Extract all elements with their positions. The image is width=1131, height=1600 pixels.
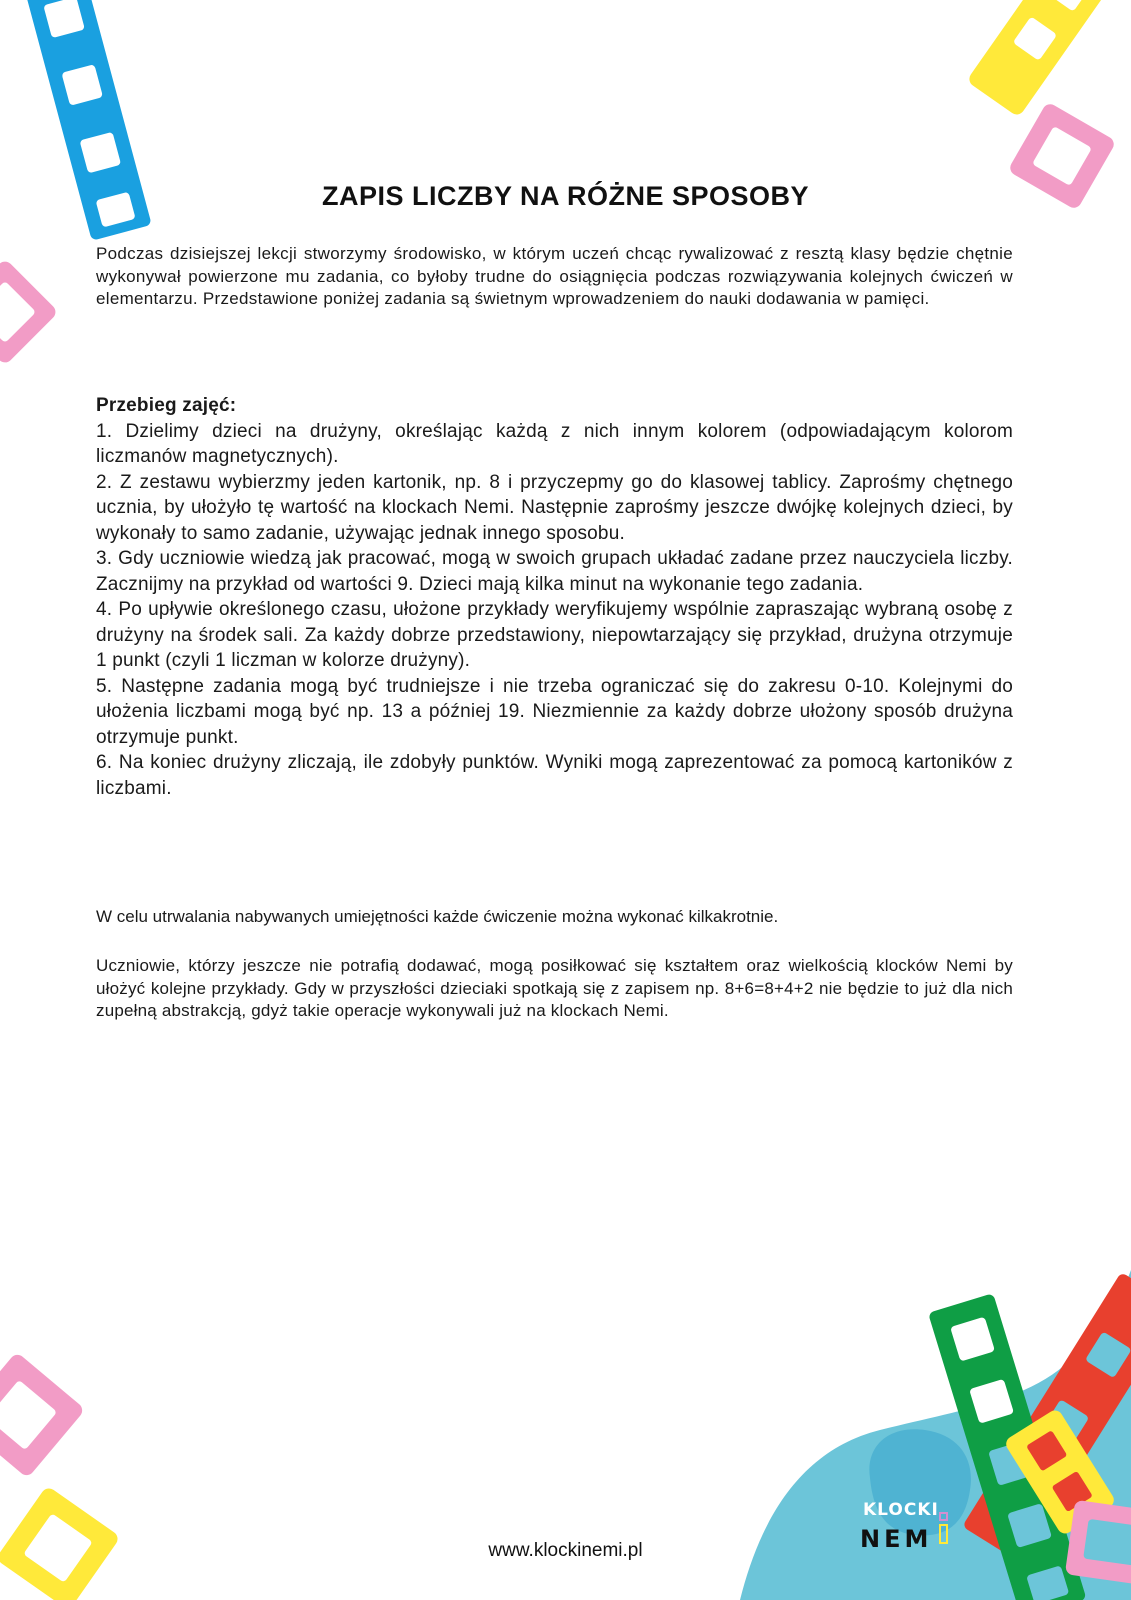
page-title: ZAPIS LICZBY NA RÓŻNE SPOSOBY — [321, 181, 810, 211]
logo-line2: NEM — [860, 1525, 933, 1553]
step-item: 3. Gdy uczniowie wiedzą jak pracować, mogą w swoich grupach układać zadane przez nauczyciela liczby. Zacznijmy na przykład od wartości 9. Dzieci mają kilka minut na wykonanie tego zadania. — [96, 548, 1013, 595]
note-repetition: W celu utrwalania nabywanych umiejętności każde ćwiczenie można wykonać kilkakrotnie. — [96, 907, 779, 926]
footer-url[interactable]: www.klockinemi.pl — [488, 1540, 643, 1561]
logo-line1: KLOCKI — [863, 1500, 939, 1520]
pink-block — [0, 1352, 85, 1479]
step-item: 5. Następne zadania mogą być trudniejsze i nie trzeba ograniczać się do zakresu 0-10. Kolejnymi do ułożenia liczbami mogą być np. 13 a później 19. Niezmiennie za każdy dobrze ułożony sposób drużyna otrzymuje punkt. — [96, 675, 1013, 748]
lesson-steps — [96, 393, 1013, 801]
note-tip: Uczniowie, którzy jeszcze nie potrafią dodawać, mogą posiłkować się kształtem oraz wielkością klocków Nemi by ułożyć kolejne przykłady. Gdy w przyszłości dzieciaki spotkają się z zapisem np. 8+6=8+4+2 nie będzie to już dla nich zupełną abstrakcją, gdyż takie operacje wykonywali już na klockach Nemi. — [96, 956, 1013, 1020]
step-item: 2. Z zestawu wybierzmy jeden kartonik, np. 8 i przyczepmy go do klasowej tablicy. Zaprośmy chętnego ucznia, by ułożyło tę wartość na klockach Nemi. Następnie zaprośmy jeszcze dwójkę kolejnych dzieci, by wykonały to samo zadanie, używając jednak innego sposobu. — [96, 471, 1013, 544]
step-item: 6. Na koniec drużyny zliczają, ile zdobyły punktów. Wyniki mogą zaprezentować za pomocą kartoników z liczbami. — [96, 752, 1013, 799]
pink-block — [0, 258, 59, 365]
steps-heading: Przebieg zajęć: — [96, 395, 237, 416]
step-item: 1. Dzielimy dzieci na drużyny, określając każdą z nich innym kolorem (odpowiadającym kolorom liczmanów magnetycznych). — [96, 420, 1013, 467]
step-item: 4. Po upływie określonego czasu, ułożone przykłady weryfikujemy wspólnie zapraszając wybraną osobę z drużyny na środek sali. Za każdy dobrze przedstawiony, niepowtarzający się przykład, drużyna otrzymuje 1 punkt (czyli 1 liczman w kolorze drużyny). — [96, 599, 1013, 671]
yellow-block-strip — [966, 0, 1116, 118]
intro-paragraph: Podczas dzisiejszej lekcji stworzymy środowisko, w którym uczeń chcąc rywalizować z resztą klasy będzie chętnie wykonywał powierzone mu zadania, co byłoby trudne do osiągnięcia podczas rozwiązywania kolejnych ćwiczeń w elementarzu. Przedstawione poniżej zadania są świetnym wprowadzeniem do nauki dodawania w pamięci. — [96, 244, 1013, 308]
